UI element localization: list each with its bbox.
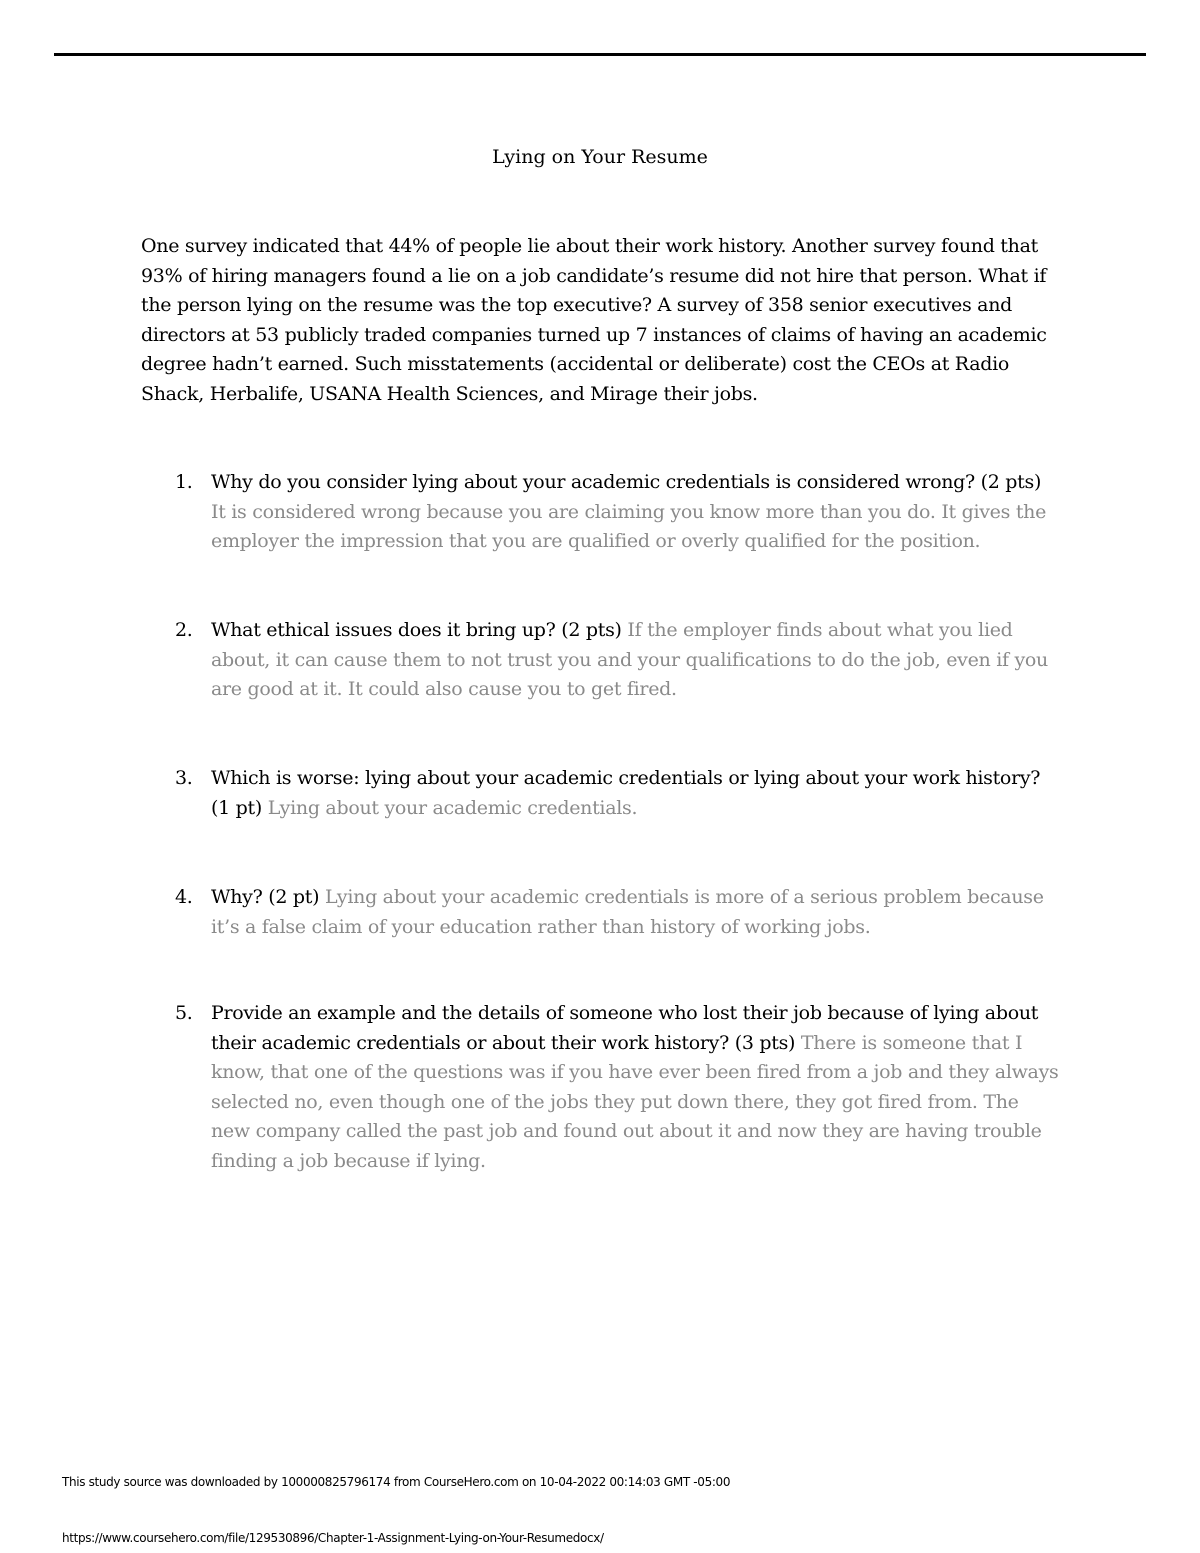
answer-text: There is someone that I know, that one of the questions was if you have ever been fired from a job and they always selected no, even though one of the jobs they put down there, they got fired from. The new company called the past job and found out about it and now they are having trouble finding a job because if lying. xyxy=(211,1031,1059,1172)
question-body xyxy=(211,764,1061,823)
question-number: 2. xyxy=(175,619,193,641)
answer-text: Lying about your academic credentials is more of a serious problem because it’s a false claim of your education rather than history of working jobs. xyxy=(211,886,1044,938)
question-text: Why do you consider lying about your academic credentials is considered wrong? (2 pts) xyxy=(211,471,1042,493)
document-title: Lying on Your Resume xyxy=(492,146,708,168)
top-rule xyxy=(54,53,1146,56)
answer-text: It is considered wrong because you are claiming you know more than you do. It gives the employer the impression that you are qualified or overly qualified for the position. xyxy=(211,500,1047,552)
download-source-note: This study source was downloaded by 100000825796174 from CourseHero.com on 10-04-2022 00:14:03 GMT -05:00 xyxy=(62,1475,731,1489)
answer-text: Lying about your academic credentials. xyxy=(267,796,638,819)
question-number: 1. xyxy=(175,471,193,493)
question-text: Provide an example and the details of someone who lost their job because of lying about their academic credentials or about their work history? (3 pts) xyxy=(211,1002,1039,1054)
source-url[interactable]: https://www.coursehero.com/file/129530896/Chapter-1-Assignment-Lying-on-Your-Resumedocx/ xyxy=(62,1531,604,1545)
question-text: Why? (2 pt) xyxy=(211,886,320,908)
question-number: 5. xyxy=(175,1002,193,1024)
question-body xyxy=(211,468,1061,557)
question-number: 4. xyxy=(175,886,193,908)
intro-paragraph: One survey indicated that 44% of people lie about their work history. Another survey found that 93% of hiring managers found a lie on a job candidate’s resume did not hire that person. What if the person lying on the resume was the top executive? A survey of 358 senior executives and directors at 53 publicly traded companies turned up 7 instances of claims of having an academic degree hadn’t earned. Such misstatements (accidental or deliberate) cost the CEOs at Radio Shack, Herbalife, USANA Health Sciences, and Mirage their jobs. xyxy=(141,235,1047,405)
question-body xyxy=(211,999,1061,1176)
question-text: Which is worse: lying about your academic credentials or lying about your work history? (1 pt) xyxy=(211,767,1041,819)
question-body xyxy=(211,616,1061,705)
question-text: What ethical issues does it bring up? (2 pts) xyxy=(211,619,622,641)
answer-text: If the employer finds about what you lied about, it can cause them to not trust you and your qualifications to do the job, even if you are good at it. It could also cause you to get fired. xyxy=(211,619,1048,700)
question-number: 3. xyxy=(175,767,193,789)
question-body xyxy=(211,883,1061,942)
